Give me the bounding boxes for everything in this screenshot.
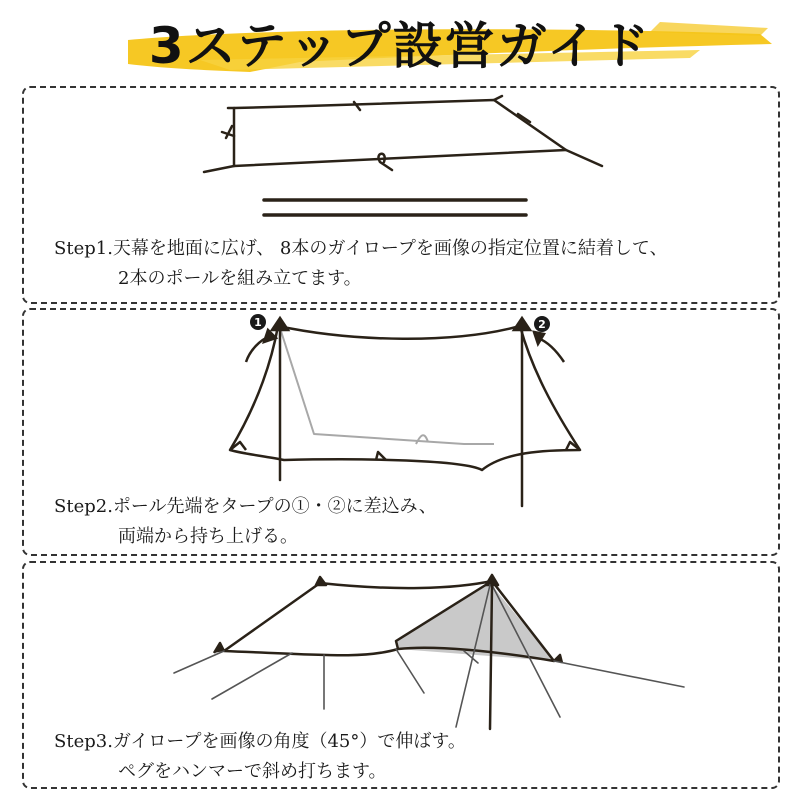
marker-1-label: 1 [254, 316, 262, 329]
step3-panel [22, 561, 780, 789]
step3-line1: Step3.ガイロープを画像の角度（45°）で伸ばす。 [54, 731, 466, 752]
step2-line1: Step2.ポール先端をタープの①・②に差込み、 [54, 496, 437, 517]
tarp-outline [230, 326, 580, 470]
step1-line1: Step1.天幕を地面に広げ、 8本のガイロープを画像の指定位置に結着して、 [54, 238, 668, 259]
guy-rope [174, 651, 224, 673]
ridge-tip-right [486, 575, 498, 585]
step1-line2: 2本のポールを組み立てます。 [118, 268, 362, 289]
poles [264, 200, 526, 215]
guy-rope [396, 649, 424, 693]
step3-line2: ペグをハンマーで斜め打ちます。 [118, 761, 387, 782]
arrow-right-head [534, 332, 544, 344]
step3-text [54, 727, 466, 787]
marker-2 [534, 316, 550, 332]
step1-panel [22, 86, 780, 304]
page-title: 3ステップ設営ガイド [148, 17, 652, 75]
step2-text [54, 492, 437, 552]
ridge-tip-left [316, 577, 326, 585]
pole-tip-right [514, 318, 530, 330]
step1-text [54, 234, 668, 294]
tarp-outline [234, 100, 566, 166]
guy-rope [212, 653, 292, 699]
guy-rope [554, 661, 684, 687]
pole-tip-left [272, 318, 288, 330]
lift-arrows [246, 330, 564, 362]
marker-1 [250, 314, 266, 330]
step2-line2: 両端から持ち上げる。 [118, 526, 298, 547]
marker-2-label: 2 [538, 318, 546, 331]
guy-ropes [174, 585, 684, 727]
poles [272, 318, 530, 506]
arrow-right-shaft [538, 338, 564, 362]
step2-panel [22, 308, 780, 556]
tarp-shadow [280, 328, 494, 444]
title-area [0, 0, 800, 84]
